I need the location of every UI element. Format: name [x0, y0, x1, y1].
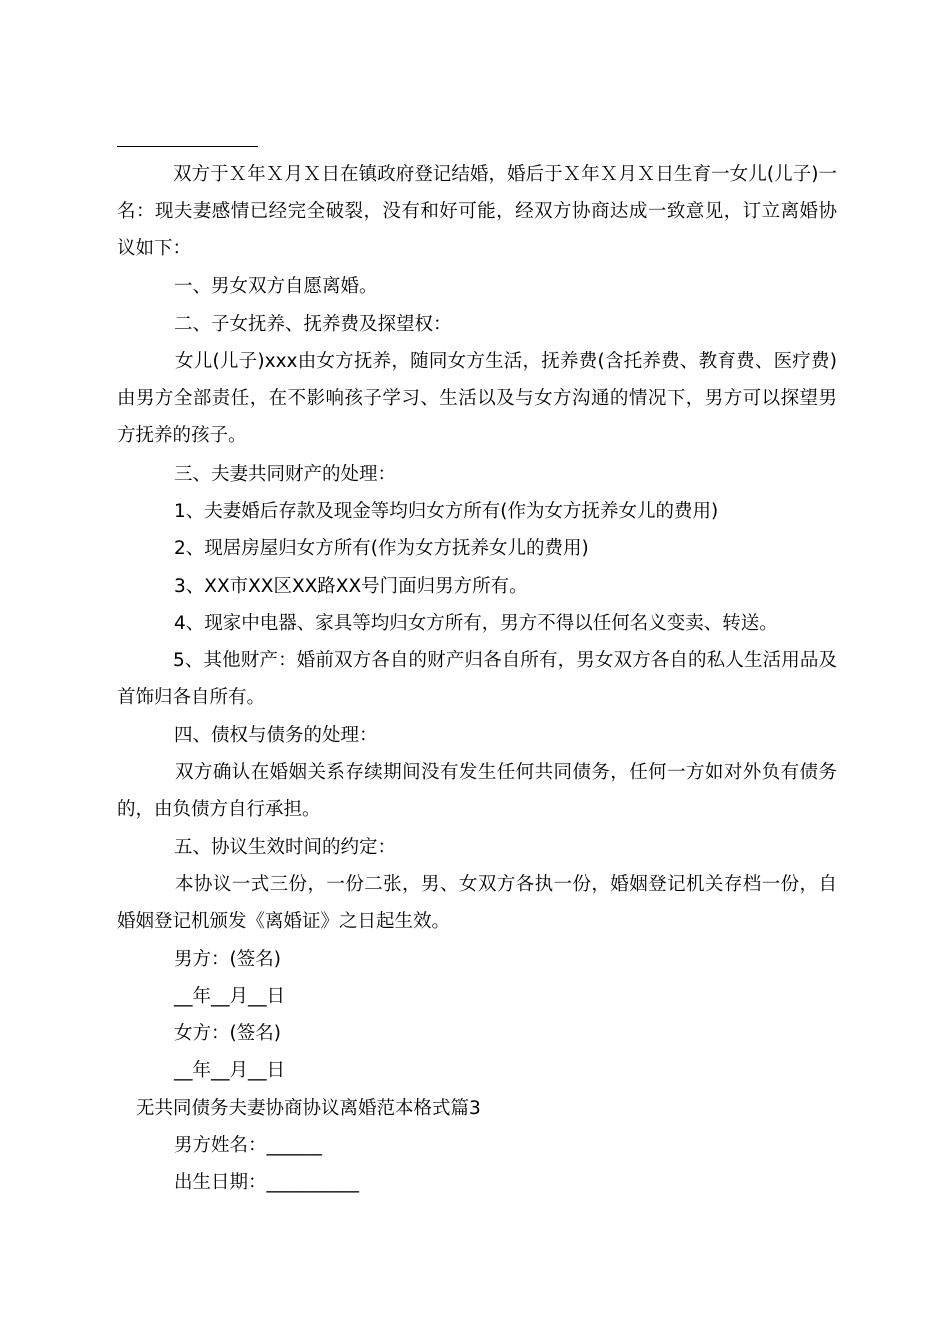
intro-paragraph: 双方于Ｘ年Ｘ月Ｘ日在镇政府登记结婚，婚后于Ｘ年Ｘ月Ｘ日生育一女儿(儿子)一名：现夫妻感情已经完全破裂，没有和好可能，经双方协商达成一致意见，订立离婚协议如下：	[117, 164, 837, 259]
clause-1: 一、男女双方自愿离婚。	[174, 276, 378, 297]
clause-2-heading: 二、子女抚养、抚养费及探望权：	[174, 314, 452, 335]
clause-4-body: 双方确认在婚姻关系存续期间没有发生任何共同债务，任何一方如对外负有债务的，由负债方自行承担。	[117, 762, 837, 820]
male-sign-date: __年__月__日	[174, 986, 286, 1007]
section-title: 无共同债务夫妻协商协议离婚范本格式篇3	[136, 1098, 481, 1119]
clause-3-4: 4、现家中电器、家具等均归女方所有，男方不得以任何名义变卖、转送。	[174, 613, 778, 634]
clause-3-1: 1、夫妻婚后存款及现金等均归女方所有(作为女方抚养女儿的费用)	[174, 501, 719, 522]
clause-2-body: 女儿(儿子)xxx由女方抚养，随同女方生活，抚养费(含托养费、教育费、医疗费)由男方全部责任，在不影响孩子学习、生活以及与女方沟通的情况下，男方可以探望男方抚养的孩子。	[117, 351, 837, 446]
clause-3-heading: 三、夫妻共同财产的处理：	[174, 464, 397, 485]
male-signature: 男方：(签名)	[174, 949, 281, 970]
birth-date-field: 出生日期：__________	[174, 1172, 360, 1193]
clause-3-2: 2、现居房屋归女方所有(作为女方抚养女儿的费用)	[174, 538, 589, 559]
clause-3-3: 3、XX市XX区XX路XX号门面归男方所有。	[174, 576, 528, 597]
clause-5-body: 本协议一式三份，一份二张，男、女双方各执一份，婚姻登记机关存档一份，自婚姻登记机颁发《离婚证》之日起生效。	[117, 874, 837, 932]
clause-4-heading: 四、债权与债务的处理：	[174, 725, 378, 746]
male-name-field: 男方姓名：______	[174, 1135, 323, 1156]
clause-5-heading: 五、协议生效时间的约定：	[174, 837, 397, 858]
clause-3-5: 5、其他财产：婚前双方各自的财产归各自所有，男女双方各自的私人生活用品及首饰归各自所有。	[117, 650, 837, 708]
female-signature: 女方：(签名)	[174, 1023, 281, 1044]
top-divider	[117, 146, 258, 147]
female-sign-date: __年__月__日	[174, 1060, 286, 1081]
